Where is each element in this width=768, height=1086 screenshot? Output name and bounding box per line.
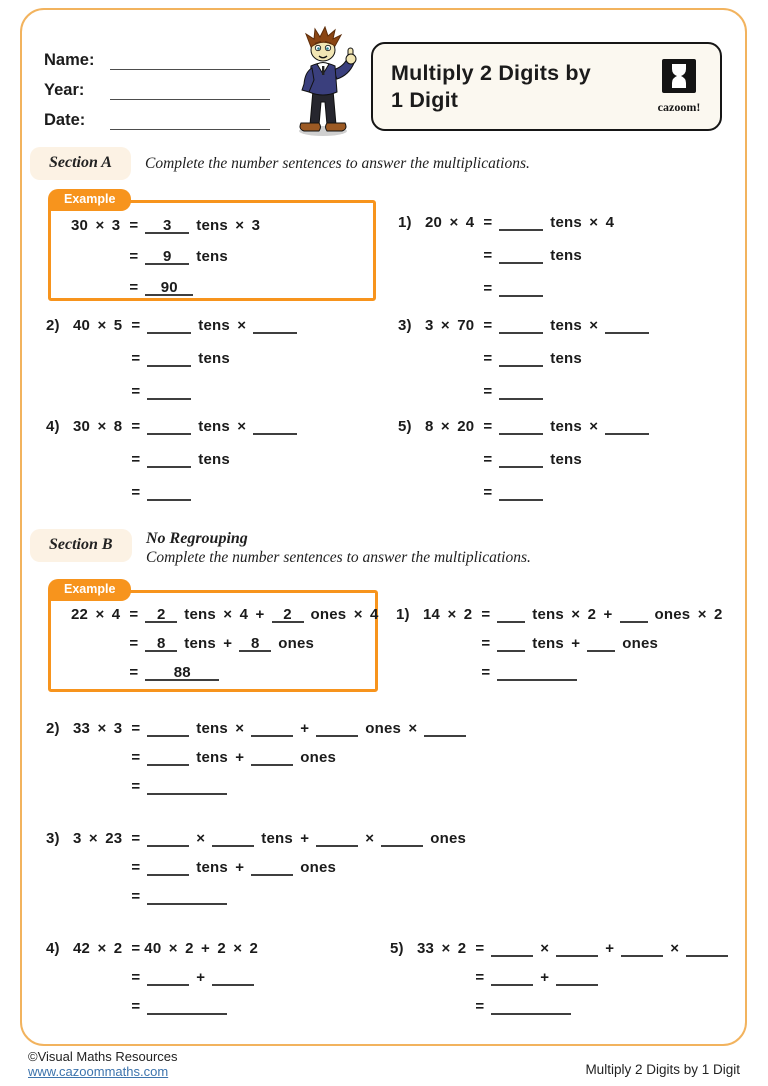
- equation-text: ones: [622, 635, 659, 652]
- equation-line: [127, 272, 262, 303]
- question-a3: [398, 309, 654, 408]
- equation-text: tens: [198, 451, 230, 468]
- equation-lines: [481, 309, 654, 408]
- equals-sign: =: [483, 280, 493, 297]
- equation-text: tens ×: [196, 720, 245, 737]
- answer-blank: [253, 418, 297, 435]
- section-a-example-box: [48, 192, 376, 301]
- equation-line: [481, 309, 654, 342]
- equals-sign: =: [129, 606, 139, 623]
- answer-blank: [147, 830, 189, 847]
- answer-blank: [556, 969, 598, 986]
- equation-line: [127, 241, 262, 272]
- equation-lines: [129, 934, 260, 1021]
- equation-line: [479, 629, 724, 658]
- equation-line: [481, 443, 654, 476]
- equals-sign: =: [131, 998, 141, 1015]
- equals-sign: =: [129, 279, 139, 296]
- answer-blank: [251, 859, 293, 876]
- answer-blank: [499, 214, 543, 231]
- equation-lines: [129, 309, 302, 408]
- equation-line: [127, 658, 380, 687]
- question-number: 2): [46, 317, 60, 334]
- equals-sign: =: [483, 484, 493, 501]
- name-underline: [110, 50, 270, 70]
- equation-text: ×: [670, 940, 680, 957]
- equals-sign: =: [131, 940, 141, 957]
- answer-blank: [251, 749, 293, 766]
- equation-line: [481, 206, 616, 239]
- logo-text: cazoom!: [657, 100, 701, 114]
- question-problem: 33 × 3: [73, 720, 123, 737]
- equation-text: tens: [198, 350, 230, 367]
- equals-sign: =: [131, 451, 141, 468]
- answer-blank: [499, 280, 543, 297]
- equation-line: [129, 772, 471, 801]
- answer-blank: 90: [145, 279, 193, 296]
- year-underline: [110, 80, 270, 100]
- section-b-instruction: Complete the number sentences to answer the multiplications.: [146, 549, 531, 566]
- question-problem: 30 × 8: [73, 418, 123, 435]
- answer-blank: 9: [145, 248, 189, 265]
- worksheet-title-line1: Multiply 2 Digits by: [391, 60, 591, 85]
- equation-text: +: [540, 969, 550, 986]
- question-problem: 42 × 2: [73, 940, 123, 957]
- equals-sign: =: [475, 940, 485, 957]
- answer-blank: [147, 888, 227, 905]
- answer-blank: [253, 317, 297, 334]
- equation-lines: [479, 600, 724, 687]
- question-a5: [398, 410, 654, 509]
- answer-blank: [499, 247, 543, 264]
- question-problem: 3 × 70: [425, 317, 475, 334]
- question-b5: [390, 934, 733, 1021]
- equation-lines: [127, 600, 380, 687]
- equation-text: ×: [540, 940, 550, 957]
- answer-blank: [499, 383, 543, 400]
- equation-line: [127, 210, 262, 241]
- answer-blank: 8: [239, 635, 271, 652]
- equation-text: ×: [196, 830, 206, 847]
- equals-sign: =: [475, 969, 485, 986]
- equation-line: [481, 476, 654, 509]
- question-problem: 33 × 2: [417, 940, 467, 957]
- equation-text: tens +: [261, 830, 310, 847]
- question-b1: [396, 600, 725, 687]
- equals-sign: =: [129, 248, 139, 265]
- equation-line: [129, 882, 468, 911]
- answer-blank: [556, 940, 598, 957]
- answer-blank: [147, 383, 191, 400]
- equals-sign: =: [483, 350, 493, 367]
- equals-sign: =: [131, 484, 141, 501]
- answer-blank: [316, 720, 358, 737]
- answer-blank: [147, 451, 191, 468]
- cazoommaths-link[interactable]: www.cazoommaths.com: [28, 1064, 169, 1079]
- question-b4: [46, 934, 260, 1021]
- question-number: 3): [398, 317, 412, 334]
- equals-sign: =: [129, 635, 139, 652]
- equation-lines: [473, 934, 733, 1021]
- answer-blank: [212, 969, 254, 986]
- equation-line: [129, 934, 260, 963]
- answer-blank: [497, 635, 525, 652]
- equals-sign: =: [475, 998, 485, 1015]
- equation-text: tens: [550, 247, 582, 264]
- section-a-instruction: Complete the number sentences to answer the multiplications.: [145, 155, 530, 172]
- section-b-example-box: [48, 582, 379, 692]
- equation-line: [479, 600, 724, 629]
- answer-blank: [497, 606, 525, 623]
- title-box: [371, 42, 722, 131]
- question-problem: 8 × 20: [425, 418, 475, 435]
- footer-doc-title: Multiply 2 Digits by 1 Digit: [585, 1062, 740, 1077]
- equation-line: [473, 963, 733, 992]
- question-problem: 3 × 23: [73, 830, 123, 847]
- question-a1: [398, 206, 616, 305]
- equals-sign: =: [483, 247, 493, 264]
- year-field: [44, 76, 270, 100]
- equation-line: [129, 963, 260, 992]
- equals-sign: =: [131, 969, 141, 986]
- question-number: 5): [390, 940, 404, 957]
- answer-blank: [381, 830, 423, 847]
- equation-text: tens +: [532, 635, 581, 652]
- equation-line: [481, 272, 616, 305]
- answer-blank: [491, 998, 571, 1015]
- equation-text: tens ×: [550, 418, 599, 435]
- equation-text: tens ×: [550, 317, 599, 334]
- equation-lines: [129, 410, 302, 509]
- question-problem: 30 × 3: [71, 217, 121, 234]
- answer-blank: [499, 484, 543, 501]
- equation-line: [127, 629, 380, 658]
- date-field: [44, 106, 270, 130]
- equation-lines: [129, 824, 468, 911]
- question-problem: 40 × 5: [73, 317, 123, 334]
- equation-text: tens ×: [198, 418, 247, 435]
- question-problem: 14 × 2: [423, 606, 473, 623]
- equals-sign: =: [131, 859, 141, 876]
- example-tab: Example: [48, 189, 131, 211]
- answer-blank: [497, 664, 577, 681]
- boy-mascot-illustration: [287, 26, 363, 138]
- equals-sign: =: [129, 217, 139, 234]
- worksheet-title-line2: 1 Digit: [391, 87, 459, 112]
- question-number: 1): [398, 214, 412, 231]
- answer-blank: [251, 720, 293, 737]
- question-a2: [46, 309, 302, 408]
- question-problem: 20 × 4: [425, 214, 475, 231]
- answer-blank: [147, 350, 191, 367]
- example-tab: Example: [48, 579, 131, 601]
- equals-sign: =: [131, 749, 141, 766]
- equation-text: +: [605, 940, 615, 957]
- answer-blank: [147, 749, 189, 766]
- date-underline: [110, 110, 270, 130]
- equals-sign: =: [483, 214, 493, 231]
- answer-blank: [212, 830, 254, 847]
- equation-text: tens: [196, 248, 228, 265]
- name-label: Name:: [44, 51, 95, 69]
- equals-sign: =: [131, 317, 141, 334]
- equation-line: [481, 239, 616, 272]
- equation-lines: [481, 410, 654, 509]
- section-b-example-content: [51, 593, 379, 687]
- answer-blank: [491, 940, 533, 957]
- equals-sign: =: [483, 418, 493, 435]
- equation-line: [129, 309, 302, 342]
- answer-blank: [424, 720, 466, 737]
- question-a4: [46, 410, 302, 509]
- equation-text: tens × 3: [196, 217, 261, 234]
- section-b-subtitle: No Regrouping: [146, 530, 248, 547]
- answer-blank: 2: [272, 606, 304, 623]
- equation-text: tens × 4 +: [184, 606, 265, 623]
- answer-blank: [147, 720, 189, 737]
- question-number: 4): [46, 418, 60, 435]
- equals-sign: =: [131, 350, 141, 367]
- name-field: [44, 46, 270, 70]
- answer-blank: 2: [145, 606, 177, 623]
- answer-blank: [686, 940, 728, 957]
- answer-blank: [587, 635, 615, 652]
- answer-blank: 8: [145, 635, 177, 652]
- equation-text: ones: [430, 830, 467, 847]
- equation-text: ones: [278, 635, 315, 652]
- equation-lines: [129, 714, 471, 801]
- equation-line: [129, 992, 260, 1021]
- question-number: 3): [46, 830, 60, 847]
- question-b3: [46, 824, 468, 911]
- equation-lines: [481, 206, 616, 305]
- equals-sign: =: [481, 664, 491, 681]
- equation-line: [473, 934, 733, 963]
- answer-blank: [499, 451, 543, 468]
- equals-sign: =: [131, 830, 141, 847]
- cazoom-logo: [650, 58, 708, 115]
- equation-text: +: [300, 720, 310, 737]
- equation-text: ×: [365, 830, 375, 847]
- answer-blank: [605, 317, 649, 334]
- equation-line: [481, 410, 654, 443]
- equation-text: tens ×: [198, 317, 247, 334]
- equation-text: ones × 2: [654, 606, 723, 623]
- answer-blank: 88: [145, 664, 219, 681]
- equation-line: [129, 476, 302, 509]
- answer-blank: [621, 940, 663, 957]
- equals-sign: =: [483, 317, 493, 334]
- answer-blank: [147, 484, 191, 501]
- equation-text: tens +: [184, 635, 233, 652]
- equation-text: ones × 4: [310, 606, 379, 623]
- equals-sign: =: [483, 451, 493, 468]
- answer-blank: [620, 606, 648, 623]
- answer-blank: [147, 998, 227, 1015]
- question-problem: 22 × 4: [71, 606, 121, 623]
- equation-text: ones: [300, 859, 337, 876]
- equation-lines: [127, 210, 262, 303]
- question-number: 1): [396, 606, 410, 623]
- equation-text: 40 × 2 + 2 × 2: [144, 940, 259, 957]
- equation-text: tens +: [196, 859, 245, 876]
- question-b2: [46, 714, 471, 801]
- answer-blank: [605, 418, 649, 435]
- equation-text: tens: [550, 350, 582, 367]
- answer-blank: [316, 830, 358, 847]
- answer-blank: [147, 418, 191, 435]
- equation-line: [129, 824, 468, 853]
- equation-line: [473, 992, 733, 1021]
- equation-text: tens: [550, 451, 582, 468]
- copyright-text: ©Visual Maths Resources: [28, 1049, 178, 1064]
- equation-text: ones: [300, 749, 337, 766]
- equation-text: tens × 4: [550, 214, 615, 231]
- equation-line: [481, 375, 654, 408]
- equation-line: [129, 410, 302, 443]
- equals-sign: =: [131, 888, 141, 905]
- equation-line: [129, 375, 302, 408]
- year-label: Year:: [44, 81, 85, 99]
- equation-line: [129, 743, 471, 772]
- answer-blank: [147, 969, 189, 986]
- answer-blank: [491, 969, 533, 986]
- answer-blank: [147, 859, 189, 876]
- equation-text: tens × 2 +: [532, 606, 613, 623]
- section-b-label: Section B: [30, 529, 132, 562]
- equals-sign: =: [131, 418, 141, 435]
- equation-line: [129, 443, 302, 476]
- equals-sign: =: [481, 606, 491, 623]
- worksheet-title: [373, 60, 591, 114]
- equals-sign: =: [131, 778, 141, 795]
- section-a-example-content: [51, 203, 373, 303]
- equals-sign: =: [131, 383, 141, 400]
- equals-sign: =: [129, 664, 139, 681]
- answer-blank: [147, 778, 227, 795]
- equation-line: [127, 600, 380, 629]
- equation-line: [479, 658, 724, 687]
- question-number: 5): [398, 418, 412, 435]
- answer-blank: [499, 418, 543, 435]
- answer-blank: [499, 317, 543, 334]
- equals-sign: =: [483, 383, 493, 400]
- answer-blank: [147, 317, 191, 334]
- equation-text: ones ×: [365, 720, 418, 737]
- equation-line: [481, 342, 654, 375]
- equation-line: [129, 853, 468, 882]
- equation-text: tens +: [196, 749, 245, 766]
- equation-line: [129, 714, 471, 743]
- cazoom-logo-icon: [661, 58, 697, 94]
- answer-blank: 3: [145, 217, 189, 234]
- answer-blank: [499, 350, 543, 367]
- equals-sign: =: [481, 635, 491, 652]
- date-label: Date:: [44, 111, 86, 129]
- question-number: 4): [46, 940, 60, 957]
- question-number: 2): [46, 720, 60, 737]
- equals-sign: =: [131, 720, 141, 737]
- section-a-label: Section A: [30, 147, 131, 180]
- equation-line: [129, 342, 302, 375]
- equation-text: +: [196, 969, 206, 986]
